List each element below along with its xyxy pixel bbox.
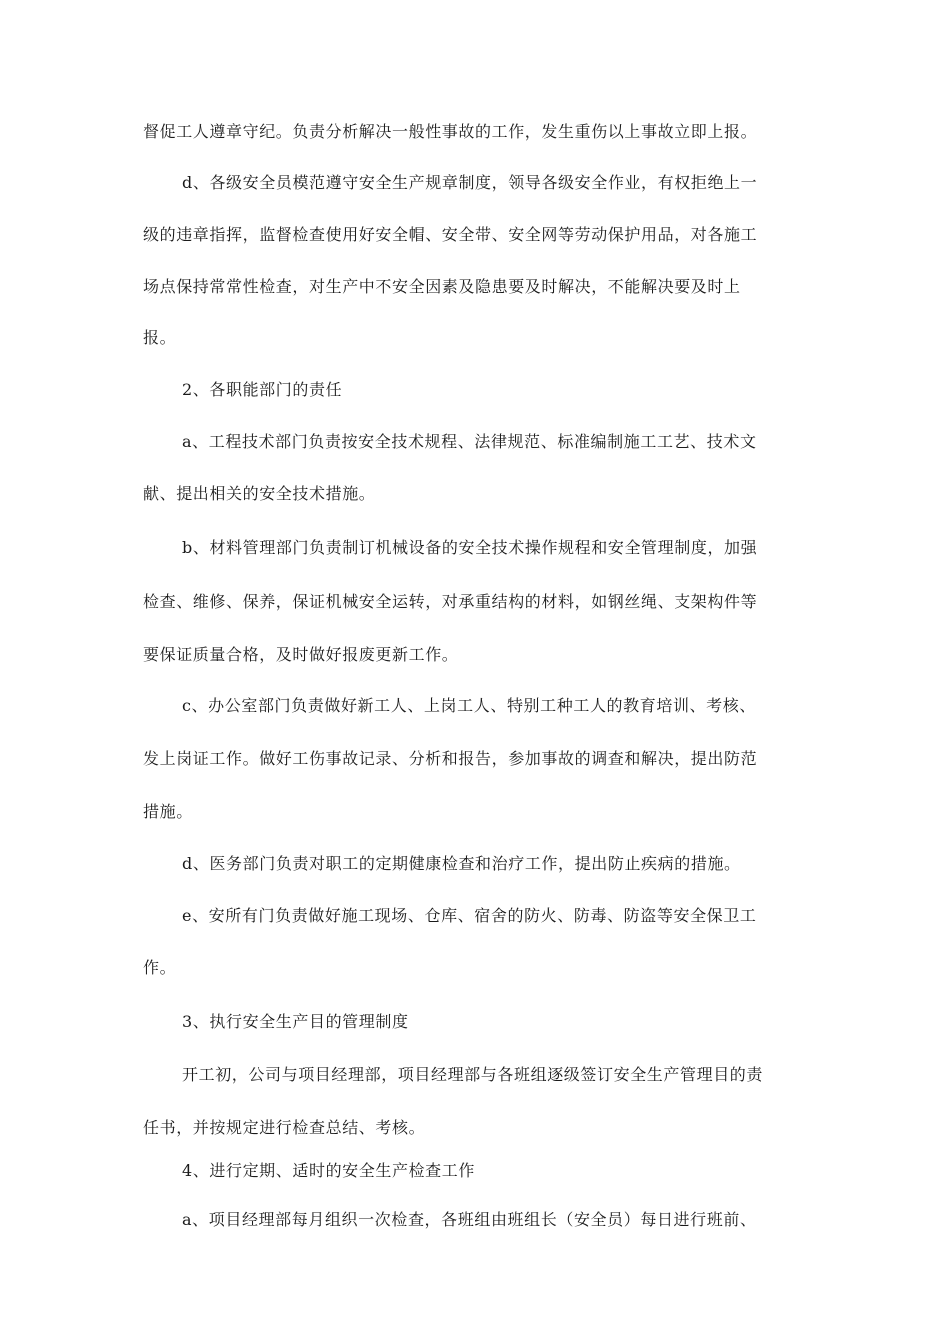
text-line: a、项目经理部每月组织一次检查，各班组由班组长（安全员）每日进行班前、 — [182, 1210, 757, 1229]
text-line: 督促工人遵章守纪。负责分析解决一般性事故的工作，发生重伤以上事故立即上报。 — [143, 122, 758, 141]
text-line: d、医务部门负责对职工的定期健康检查和治疗工作，提出防止疾病的措施。 — [182, 854, 741, 873]
text-line: 要保证质量合格，及时做好报废更新工作。 — [143, 645, 459, 664]
text-line: 级的违章指挥，监督检查使用好安全帽、安全带、安全网等劳动保护用品，对各施工 — [143, 225, 758, 244]
text-line: 发上岗证工作。做好工伤事故记录、分析和报告，参加事故的调查和解决，提出防范 — [143, 749, 758, 768]
text-line: 场点保持常常性检查，对生产中不安全因素及隐患要及时解决，不能解决要及时上 — [143, 277, 741, 296]
text-line: 任书，并按规定进行检查总结、考核。 — [143, 1118, 426, 1137]
text-line: e、安所有门负责做好施工现场、仓库、宿舍的防火、防毒、防盗等安全保卫工 — [182, 906, 757, 925]
text-line: c、办公室部门负责做好新工人、上岗工人、特别工种工人的教育培训、考核、 — [182, 696, 756, 715]
text-line: d、各级安全员模范遵守安全生产规章制度，领导各级安全作业，有权拒绝上一 — [182, 173, 758, 192]
text-line: 作。 — [143, 958, 177, 977]
text-line: 献、提出相关的安全技术措施。 — [143, 484, 376, 503]
text-line: 检查、维修、保养，保证机械安全运转，对承重结构的材料，如钢丝绳、支架构件等 — [143, 592, 758, 611]
section-heading: 4、进行定期、适时的安全生产检查工作 — [182, 1161, 475, 1180]
text-line: a、工程技术部门负责按安全技术规程、法律规范、标准编制施工工艺、技术文 — [182, 432, 757, 451]
section-heading: 3、执行安全生产目的管理制度 — [182, 1012, 409, 1031]
text-line: 报。 — [143, 328, 177, 347]
text-line: 措施。 — [143, 802, 193, 821]
text-line: b、材料管理部门负责制订机械设备的安全技术操作规程和安全管理制度，加强 — [182, 538, 758, 557]
section-heading: 2、各职能部门的责任 — [182, 380, 343, 399]
text-line: 开工初，公司与项目经理部，项目经理部与各班组逐级签订安全生产管理目的责 — [182, 1065, 764, 1084]
